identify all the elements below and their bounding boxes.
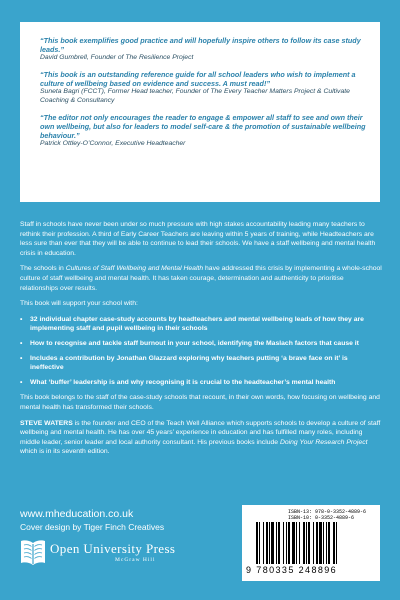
barcode-digits: 9 780335 248896 <box>246 565 338 575</box>
feature-item: • Includes a contribution by Jonathan Glazzard exploring why teachers putting ‘a brave face on it’ is ineffective <box>20 354 382 373</box>
endorsement-attribution: David Gumbrell, Founder of The Resilience Project <box>40 54 194 62</box>
intro-paragraph: Staff in schools have never been under so much pressure with high stakes accountability leading many teachers to rethink their profession. A third of Early Career Teachers are leaving within 5 years of training, while Headteachers are less sure than ever that they will be able to continue to lead their schools. We have a staff wellbeing and mental health crisis in education. <box>20 221 376 257</box>
author-bio-end: which is in its seventh edition. <box>20 448 110 456</box>
blurb <box>20 220 382 463</box>
feature-item: • What ‘buffer’ leadership is and why recognising it is crucial to the headteacher’s mental health <box>20 378 382 388</box>
publisher-name: Open University Press <box>50 541 176 556</box>
feature-item: • How to recognise and tackle staff burnout in your school, identifying the Maslach factors that cause it <box>20 339 382 349</box>
closing-paragraph: This book belongs to the staff of the case-study schools that recount, in their own words, how focusing on wellbeing and mental health has transformed their schools. <box>20 394 380 411</box>
isbn-10: ISBN-10: 0-3352-4889-6 <box>288 515 355 521</box>
cover-credit: Cover design by Tiger Finch Creatives <box>20 522 165 532</box>
feature-item: • 32 individual chapter case-study accounts by headteachers and mental wellbeing leads of how they are implementing staff and pupil wellbeing in their schools <box>20 315 382 334</box>
open-book-icon <box>20 536 46 566</box>
schools-paragraph-suffix: have addressed this crisis by implementing a whole-school culture of staff wellbeing and mental health. It has taken courage, determination and authenticity to prioritise relationships over results. <box>20 265 382 292</box>
endorsement-attribution: Patrick Ottley-O’Connor, Executive Headteacher <box>40 140 186 148</box>
endorsement-attribution: Suneta Bagri (FCCT), Former Head teacher, Founder of The Every Teacher Matters Project & Cultivate Coaching & Consultancy <box>40 88 350 104</box>
author-bio-text: is the founder and CEO of the Teach Well Alliance which supports schools to develop a culture of staff wellbeing and mental health. He has over 45 years’ experience in education and has fulfilled many roles, including middle leader, senior leader and local authority consultant. His previous books include <box>20 419 381 446</box>
publisher-imprint: McGraw Hill <box>115 557 156 563</box>
previous-book-title: Doing Your Research Project <box>279 438 368 446</box>
schools-paragraph <box>20 264 382 293</box>
endorsement-1 <box>40 36 366 63</box>
isbn-13: ISBN-13: 978-0-3352-4889-6 <box>288 509 367 515</box>
publisher-logo <box>20 536 220 570</box>
publisher-url[interactable]: www.mheducation.co.uk <box>20 508 134 520</box>
support-intro: This book will support your school with: <box>20 300 138 308</box>
endorsement-quote: “The editor not only encourages the reader to engage & empower all staff to see and own their own wellbeing, but also for leaders to model self-care & the promotion of sustainable wellbeing behaviour.” <box>40 112 366 140</box>
endorsement-quote: “This book is an outstanding reference guide for all school leaders who wish to implement a culture of wellbeing based on evidence and success. A must read!” <box>40 70 356 89</box>
endorsement-quote: “This book exemplifies good practice and will hopefully inspire others to follow its case study leads.” <box>40 36 361 55</box>
author-name: STEVE WATERS <box>20 419 73 427</box>
book-title-italic: Cultures of Staff Wellbeing and Mental Health <box>65 265 204 273</box>
barcode-panel <box>242 505 380 581</box>
endorsements-box <box>20 22 380 202</box>
endorsement-3 <box>40 113 366 149</box>
endorsement-2 <box>40 70 366 106</box>
schools-paragraph-prefix: The schools in <box>20 265 66 273</box>
author-bio <box>20 419 382 457</box>
feature-list <box>20 315 382 388</box>
